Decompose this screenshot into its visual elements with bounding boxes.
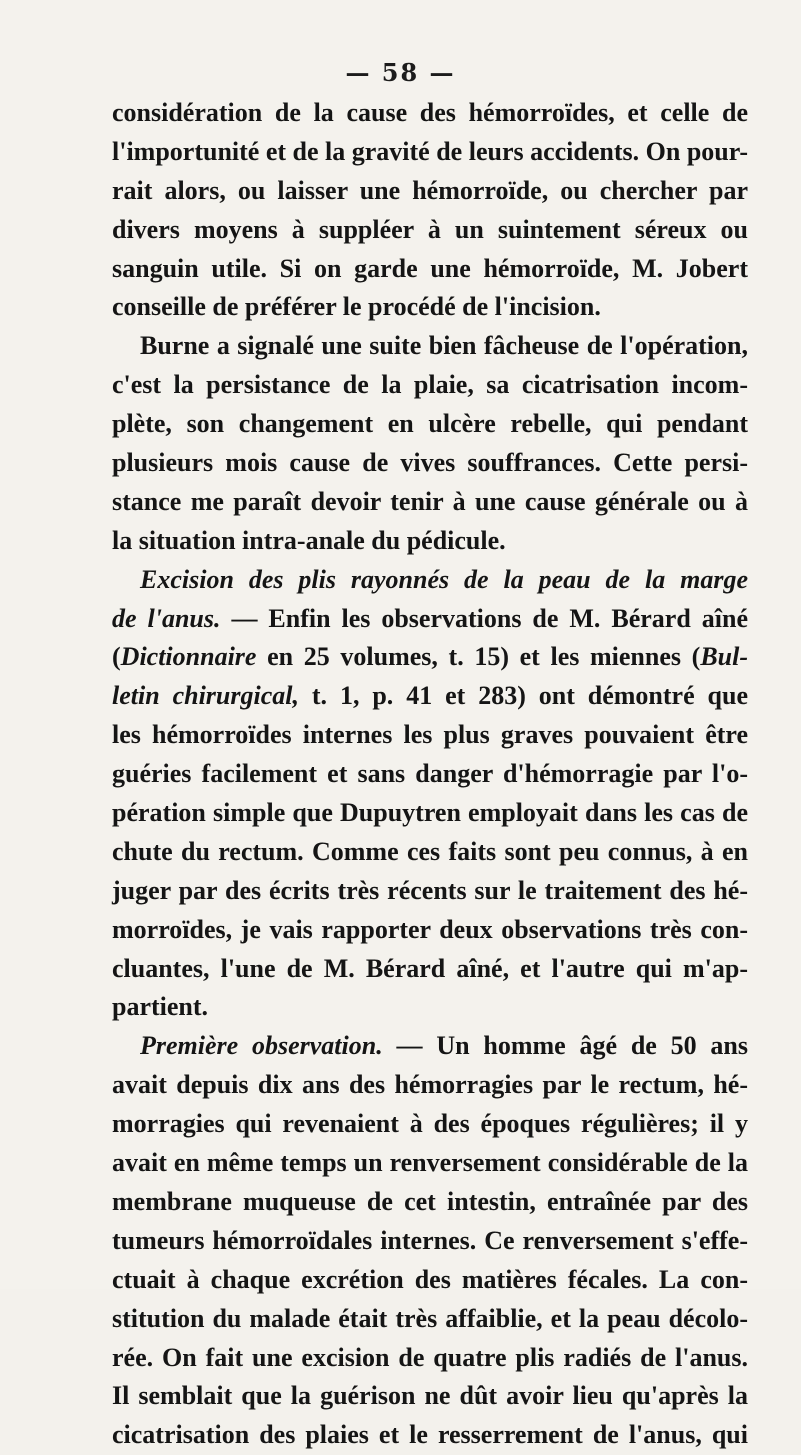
text-line [112,755,748,794]
text-line [112,1144,748,1183]
text-line [112,561,748,600]
italic-text: Bul- [700,642,748,672]
text-segment: plète, son changement en ulcère rebelle, qui pendant [112,409,748,439]
page-number: — 58 — [345,58,456,87]
text-line [112,794,748,833]
text-segment: morragies qui revenaient à des époques régulières; il y [112,1109,748,1139]
italic-text: de l'anus. [112,603,221,633]
text-line [112,677,748,716]
text-line [112,94,748,133]
text-line [112,327,748,366]
text-segment: cicatrisation des plaies et le resserrement de l'anus, qui [112,1420,748,1450]
text-segment: pération simple que Dupuytren employait dans les cas de [112,798,748,828]
text-segment: les hémorroïdes internes les plus graves pouvaient être [112,720,748,750]
text-segment: stitution du malade était très affaiblie, et la peau décolo- [112,1303,748,1333]
text-line [112,833,748,872]
text-segment: morroïdes, je vais rapporter deux observations très con- [112,914,748,944]
italic-text: Excision des plis rayonnés de la peau de la marge [140,564,748,594]
text-segment: ( [112,642,121,672]
text-line [112,988,748,1027]
text-line [112,1183,748,1222]
text-line [112,1300,748,1339]
text-line [112,911,748,950]
text-segment: sanguin utile. Si on garde une hémorroïde, M. Jobert [112,253,748,283]
text-segment: partient. [112,992,209,1022]
text-line [112,1027,748,1066]
text-line [112,366,748,405]
text-line [112,638,748,677]
text-segment: c'est la persistance de la plaie, sa cicatrisation incom- [112,370,748,400]
text-segment: juger par des écrits très récents sur le traitement des hé- [112,875,748,905]
text-segment: rée. On fait une excision de quatre plis radiés de l'anus. [112,1342,748,1372]
text-line [112,1222,748,1261]
text-segment: plusieurs mois cause de vives souffrances. Cette persi- [112,448,748,478]
text-line [112,872,748,911]
text-segment: avait en même temps un renversement considérable de la [112,1148,748,1178]
text-line [112,483,748,522]
italic-text: Dictionnaire [120,642,257,672]
italic-text: Première observation. [140,1031,383,1061]
text-line [112,950,748,989]
text-line [112,1105,748,1144]
text-line [112,288,748,327]
text-line [112,444,748,483]
text-line [112,522,748,561]
text-segment: t. 1, p. 41 et 283) ont démontré que [298,681,748,711]
text-line [112,1377,748,1416]
text-segment: Il semblait que la guérison ne dût avoir lieu qu'après la [112,1381,748,1411]
text-line [112,133,748,172]
text-line [112,1261,748,1300]
text-segment: ctuait à chaque excrétion des matières fécales. La con- [112,1264,748,1294]
text-line [112,1339,748,1378]
body-text [112,94,748,1455]
text-segment: considération de la cause des hémorroïdes, et celle de [112,98,748,127]
text-line [112,600,748,639]
text-segment: avait depuis dix ans des hémorragies par le rectum, hé- [112,1070,748,1100]
text-segment: guéries facilement et sans danger d'hémorragie par l'o- [112,759,748,789]
text-segment: rait alors, ou laisser une hémorroïde, ou chercher par [112,175,748,205]
text-segment: divers moyens à suppléer à un suintement séreux ou [112,214,748,244]
text-segment: la situation intra-anale du pédicule. [112,525,506,555]
text-segment: Burne a signalé une suite bien fâcheuse de l'opération, [140,331,748,361]
text-segment: l'importunité et de la gravité de leurs accidents. On pour- [112,136,748,166]
text-line [112,172,748,211]
text-line [112,405,748,444]
text-segment: tumeurs hémorroïdales internes. Ce renversement s'effe- [112,1225,748,1255]
text-segment: cluantes, l'une de M. Bérard aîné, et l'autre qui m'ap- [112,953,748,983]
text-segment: — Un homme âgé de 50 ans [382,1031,748,1061]
text-line [112,716,748,755]
text-segment: conseille de préférer le procédé de l'incision. [112,292,601,322]
text-segment: chute du rectum. Comme ces faits sont peu connus, à en [112,836,748,866]
text-line [112,250,748,289]
text-line [112,1416,748,1455]
text-segment: en 25 volumes, t. 15) et les miennes ( [256,642,701,672]
text-line [112,1066,748,1105]
text-segment: membrane muqueuse de cet intestin, entraînée par des [112,1186,748,1216]
text-line [112,211,748,250]
text-segment: stance me paraît devoir tenir à une cause générale ou à [112,486,748,516]
italic-text: letin chirurgical, [112,681,299,711]
text-segment: — Enfin les observations de M. Bérard aîné [220,603,748,633]
